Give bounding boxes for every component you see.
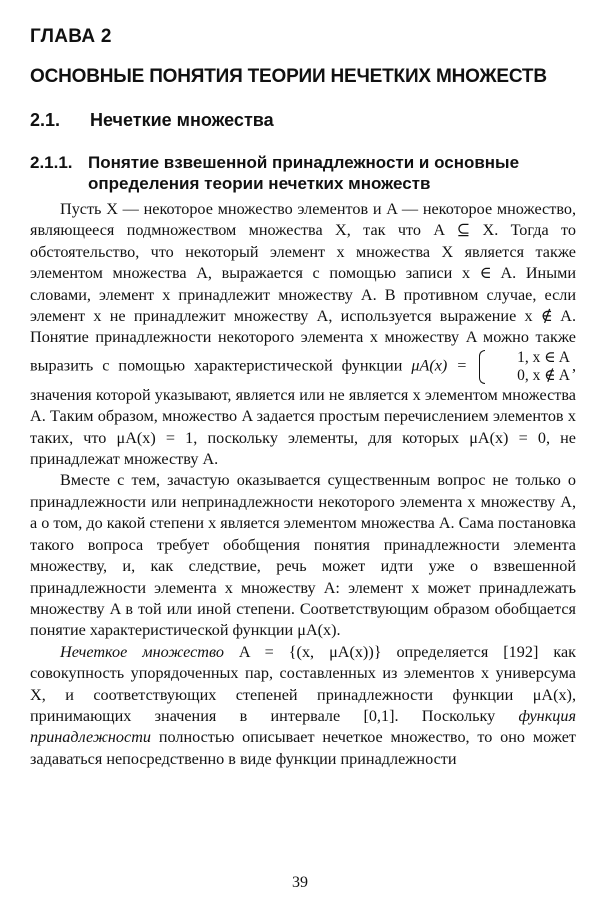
- paragraph-3-part-2: полностью описывает нечеткое множество, то оно может задаваться непосредственно в виде функции принадлежности: [30, 728, 577, 768]
- page-number: 39: [292, 874, 308, 891]
- term-membership-function: функция принадлежности: [30, 706, 576, 747]
- body-text: [30, 199, 576, 770]
- section-number: 2.1.: [30, 110, 61, 130]
- paragraph-3: [30, 642, 576, 770]
- paragraph-1: [30, 199, 576, 470]
- paragraph-3-part-1: A = {(x, μA(x))} определяется [192] как совокупность упорядоченных пар, составленных из элементов x универсума X, и соответствующих степеней принадлежности функции μA(x), принимающих значения в интервале [0,1]. Поскольку: [30, 642, 577, 725]
- paragraph-1-rest: , значения которой указывают, является или не является x элементом множества A. Таким образом, множество A задается простым перечислением элементов x таких, что μA(x) = 1, поскольку элементы, для которых μA(x) = 0, не принадлежат множеству A.: [30, 356, 576, 469]
- subsection-number: 2.1.1.: [30, 153, 73, 172]
- chapter-title: ОСНОВНЫЕ ПОНЯТИЯ ТЕОРИИ НЕЧЕТКИХ МНОЖЕСТВ: [30, 66, 547, 87]
- section-title: Нечеткие множества: [90, 110, 274, 130]
- section-heading: [30, 110, 274, 131]
- subsection-title: Понятие взвешенной принадлежности и основные определения теории нечетких множеств: [88, 153, 520, 193]
- piecewise-definition: [478, 349, 570, 385]
- case-member: 1, x ∈ A: [517, 348, 570, 366]
- characteristic-function-lhs: μA(x) =: [411, 356, 468, 375]
- paragraph-1-intro: Пусть X — некоторое множество элементов и A — некоторое множество, являющееся подмножеством множества X, так что A ⊆ X. Тогда то обстоятельство, что некоторый элемент x множества X является также элементом множества A, выражается с помощью записи x ∈ A. Иными словами, элемент x принадлежит множеству A. В противном случае, если элемент x не принадлежит множеству A, используется выражение x ∉ A. Понятие принадлежности некоторого элемента x множеству A можно также выразить с помощью характеристической функции: [30, 200, 576, 375]
- paragraph-2: Вместе с тем, зачастую оказывается существенным вопрос не только о принадлежности или непринадлежности некоторого элемента x множеству A, а о том, до какой степени x является элементом множества A. Сама постановка такого вопроса требует обобщения понятия принадлежности элемента множеству, и, как следствие, речь может идти уже о взвешенной принадлежности элемента x множеству A: элемент x может принадлежать множеству A в той или иной степени. Соответствующим образом обобщается понятие характеристической функции μA(x).: [30, 471, 576, 640]
- case-non-member: 0, x ∉ A: [517, 366, 570, 384]
- term-fuzzy-set: Нечеткое множество: [60, 642, 224, 661]
- chapter-label: ГЛАВА 2: [30, 26, 112, 47]
